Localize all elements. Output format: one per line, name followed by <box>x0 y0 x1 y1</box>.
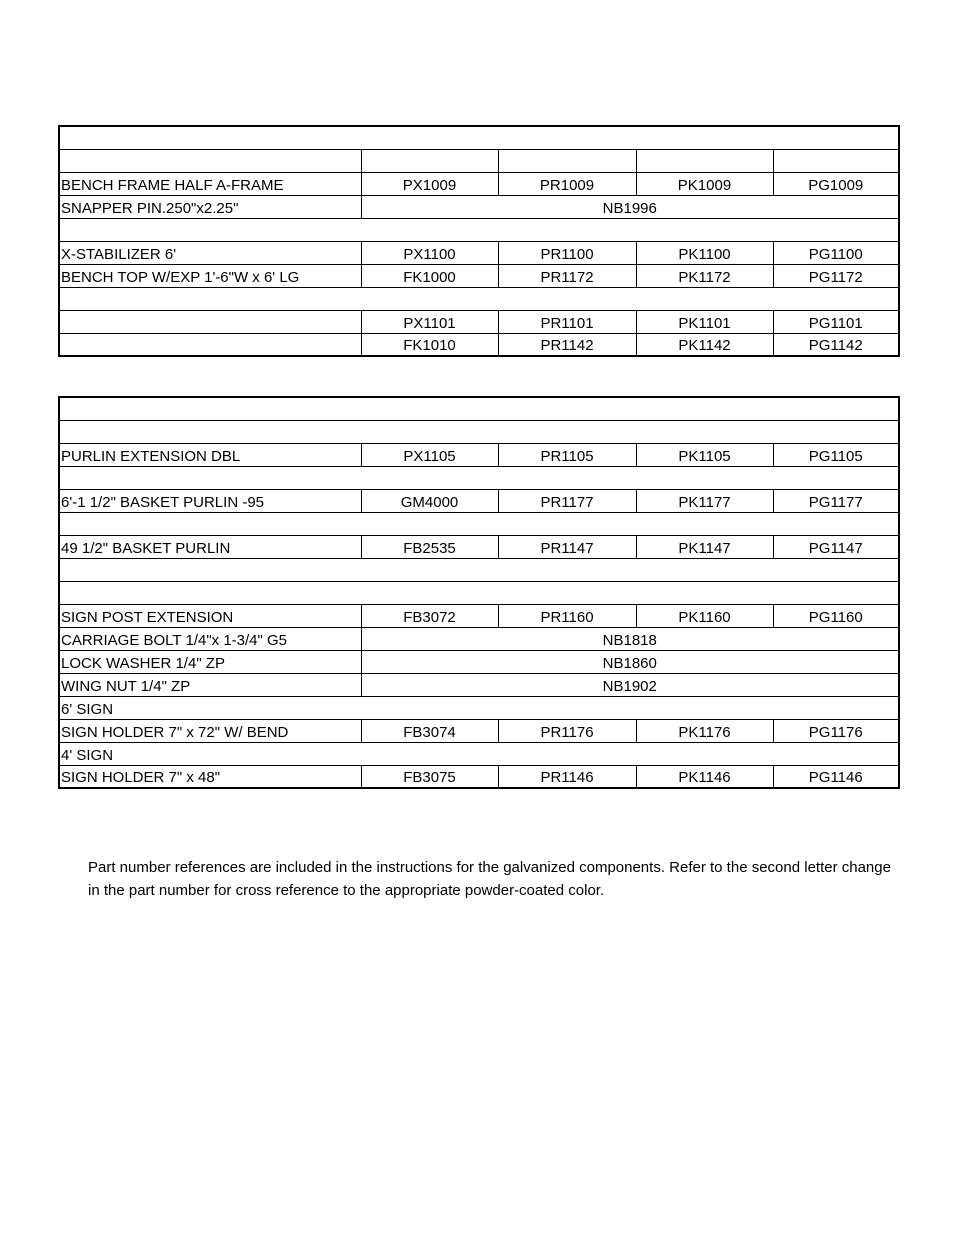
table-row <box>59 241 899 264</box>
part-number: FB2535 <box>361 535 498 558</box>
part-description <box>59 310 361 333</box>
table-row <box>59 489 899 512</box>
part-description: X-STABILIZER 6' <box>59 241 361 264</box>
part-number: PG1177 <box>773 489 899 512</box>
part-number: PX1100 <box>361 241 498 264</box>
part-number: PR1172 <box>498 264 636 287</box>
part-number: PR1146 <box>498 765 636 788</box>
table-row <box>59 604 899 627</box>
part-number: FB3074 <box>361 719 498 742</box>
part-description: CARRIAGE BOLT 1/4"x 1-3/4" G5 <box>59 627 361 650</box>
part-number-common: NB1996 <box>361 195 899 218</box>
parts-table-body <box>59 126 899 356</box>
blank-row-cell <box>59 126 899 149</box>
part-number: PG1146 <box>773 765 899 788</box>
table-row <box>59 650 899 673</box>
blank-row-cell <box>59 287 899 310</box>
table-row <box>59 172 899 195</box>
part-number: FK1000 <box>361 264 498 287</box>
part-number: PK1160 <box>636 604 773 627</box>
part-number-common: NB1902 <box>361 673 899 696</box>
parts-table-body <box>59 397 899 788</box>
part-number: PK1105 <box>636 443 773 466</box>
part-number <box>361 149 498 172</box>
part-number: PG1009 <box>773 172 899 195</box>
part-description: LOCK WASHER 1/4" ZP <box>59 650 361 673</box>
table-row <box>59 581 899 604</box>
part-description: SNAPPER PIN.250"x2.25" <box>59 195 361 218</box>
part-number <box>773 149 899 172</box>
part-number: FB3072 <box>361 604 498 627</box>
table-row <box>59 333 899 356</box>
table-row <box>59 673 899 696</box>
part-number: PK1176 <box>636 719 773 742</box>
table-row <box>59 719 899 742</box>
table-row <box>59 218 899 241</box>
table-row <box>59 558 899 581</box>
part-number: PR1105 <box>498 443 636 466</box>
part-number: FB3075 <box>361 765 498 788</box>
part-description: SIGN HOLDER 7" x 48" <box>59 765 361 788</box>
table-row <box>59 126 899 149</box>
table-row <box>59 443 899 466</box>
part-number: PR1147 <box>498 535 636 558</box>
part-description: BENCH FRAME HALF A-FRAME <box>59 172 361 195</box>
part-number: PR1177 <box>498 489 636 512</box>
part-number: PX1105 <box>361 443 498 466</box>
table-row <box>59 420 899 443</box>
part-number: PG1105 <box>773 443 899 466</box>
parts-table-benches <box>58 125 900 357</box>
blank-row-cell <box>59 466 899 489</box>
part-description <box>59 149 361 172</box>
part-number: GM4000 <box>361 489 498 512</box>
table-row <box>59 765 899 788</box>
table-row <box>59 149 899 172</box>
part-description: WING NUT 1/4" ZP <box>59 673 361 696</box>
blank-row-cell <box>59 512 899 535</box>
blank-row-cell <box>59 397 899 420</box>
part-number <box>498 149 636 172</box>
part-number: PG1160 <box>773 604 899 627</box>
part-number: PG1176 <box>773 719 899 742</box>
part-number <box>636 149 773 172</box>
table-row <box>59 512 899 535</box>
part-number: PK1172 <box>636 264 773 287</box>
part-number: PK1142 <box>636 333 773 356</box>
part-number: PG1100 <box>773 241 899 264</box>
part-number-common: NB1860 <box>361 650 899 673</box>
part-number: PR1176 <box>498 719 636 742</box>
part-number: PK1146 <box>636 765 773 788</box>
table-row <box>59 627 899 650</box>
part-number: PG1101 <box>773 310 899 333</box>
section-heading: 4' SIGN <box>59 742 899 765</box>
table-row <box>59 696 899 719</box>
table-row <box>59 287 899 310</box>
part-description: SIGN POST EXTENSION <box>59 604 361 627</box>
part-number-common: NB1818 <box>361 627 899 650</box>
part-number: PK1147 <box>636 535 773 558</box>
part-number: PK1177 <box>636 489 773 512</box>
part-number: PR1160 <box>498 604 636 627</box>
table-row <box>59 310 899 333</box>
blank-row-cell <box>59 420 899 443</box>
table-row <box>59 466 899 489</box>
part-number: PK1009 <box>636 172 773 195</box>
table-row <box>59 742 899 765</box>
part-number: PR1142 <box>498 333 636 356</box>
part-number: FK1010 <box>361 333 498 356</box>
part-number: PX1009 <box>361 172 498 195</box>
cross-reference-note <box>88 856 900 902</box>
part-description <box>59 333 361 356</box>
part-number: PR1100 <box>498 241 636 264</box>
part-number: PG1172 <box>773 264 899 287</box>
part-description: 49 1/2" BASKET PURLIN <box>59 535 361 558</box>
part-number: PX1101 <box>361 310 498 333</box>
part-description: PURLIN EXTENSION DBL <box>59 443 361 466</box>
note-text: Part number references are included in the instructions for the galvanized components. Refer to the second letter change in the part number for cross reference to the appropriate powder-coated color. <box>88 859 891 899</box>
blank-row-cell <box>59 558 899 581</box>
part-number: PG1142 <box>773 333 899 356</box>
table-row <box>59 397 899 420</box>
part-description: 6'-1 1/2" BASKET PURLIN -95 <box>59 489 361 512</box>
part-description: BENCH TOP W/EXP 1'-6"W x 6' LG <box>59 264 361 287</box>
table-row <box>59 195 899 218</box>
table-row <box>59 264 899 287</box>
table-row <box>59 535 899 558</box>
part-description: SIGN HOLDER 7" x 72" W/ BEND <box>59 719 361 742</box>
blank-row-cell <box>59 218 899 241</box>
section-heading: 6' SIGN <box>59 696 899 719</box>
part-number: PR1009 <box>498 172 636 195</box>
part-number: PK1101 <box>636 310 773 333</box>
part-number: PK1100 <box>636 241 773 264</box>
part-number: PG1147 <box>773 535 899 558</box>
part-number: PR1101 <box>498 310 636 333</box>
parts-table-purlins-signs <box>58 396 900 789</box>
blank-row-cell <box>59 581 899 604</box>
